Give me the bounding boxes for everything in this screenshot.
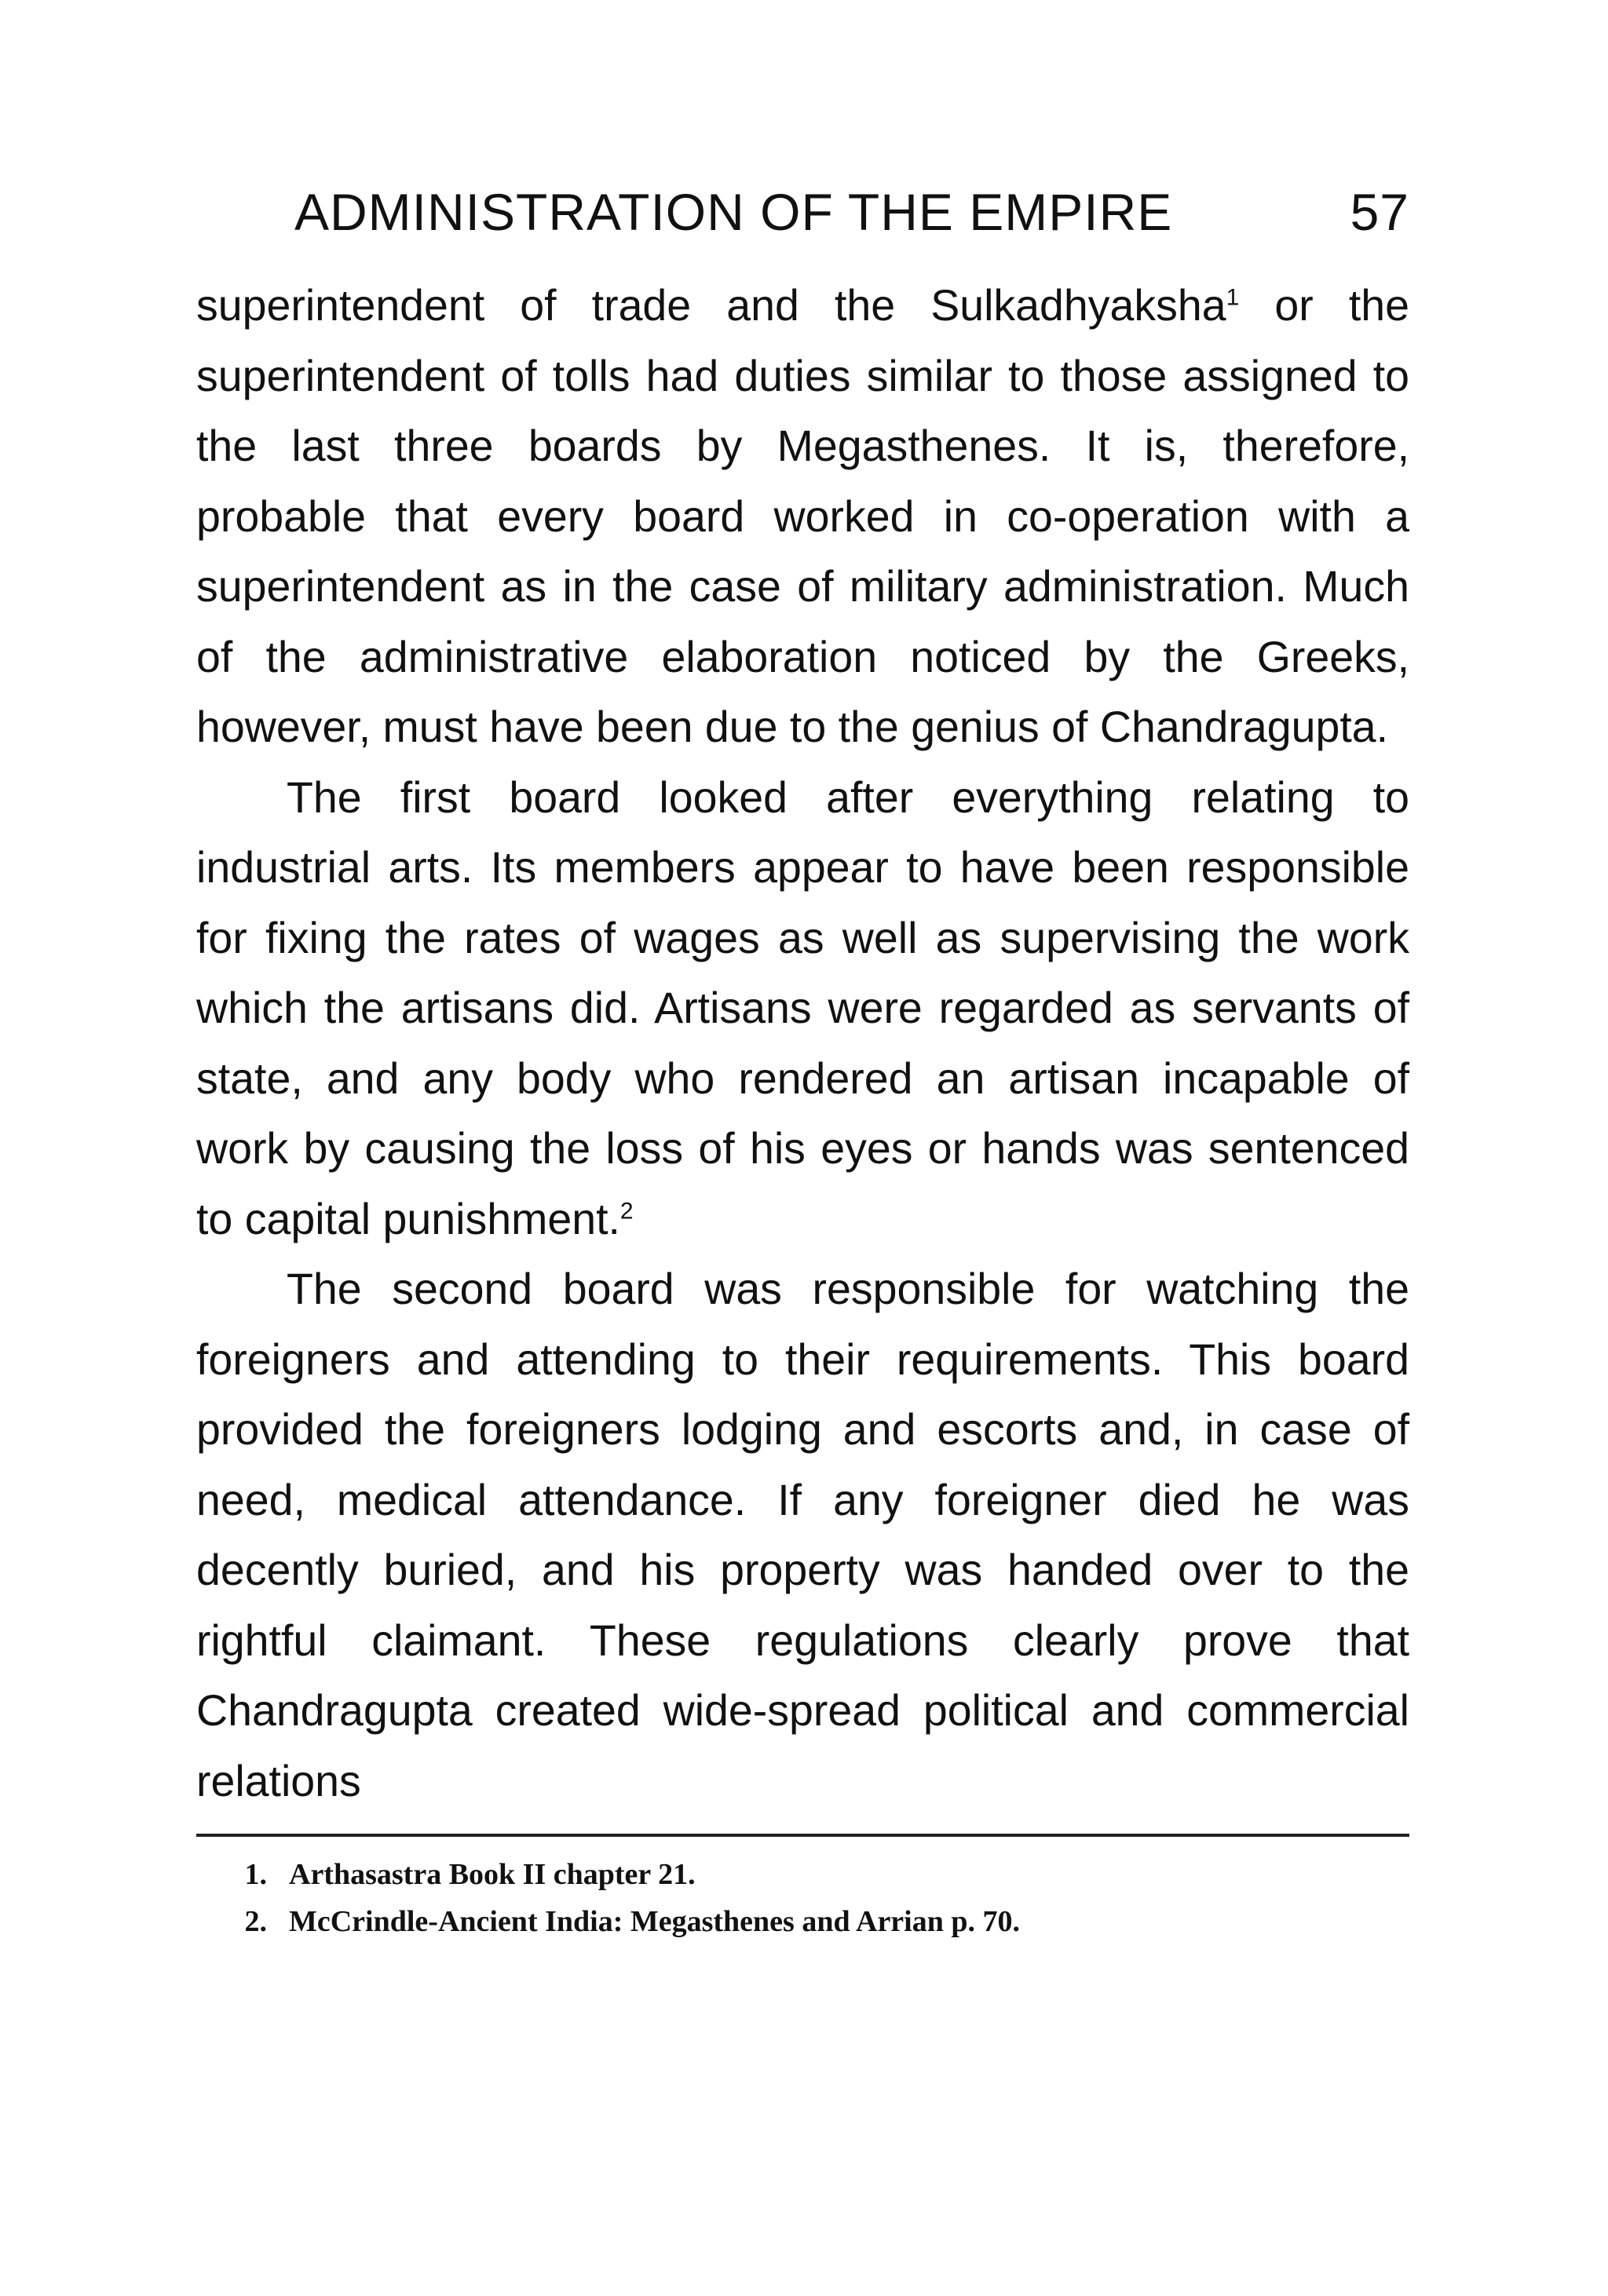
page-number: 57 — [1350, 183, 1409, 241]
book-page — [196, 169, 1409, 1945]
running-head — [196, 169, 1409, 255]
paragraph-3 — [196, 1254, 1409, 1816]
footnote-number: 1. — [244, 1858, 267, 1891]
chapter-title: ADMINISTRATION OF THE EMPIRE — [294, 183, 1173, 241]
paragraph-3-text: The second board was responsible for watching the foreigners and attending to their requirements. This board provided the foreigners lodging and escorts and, in case of need, medical attendance. If any foreigner died he was decently buried, and his property was handed over to the rightful claimant. These regulations clearly prove that Chandragupta created wide-spread political and commercial relations — [196, 1265, 1409, 1805]
footnote-text: Arthasastra Book II chapter 21. — [289, 1858, 696, 1891]
footnote-text: McCrindle-Ancient India: Megasthenes and Arrian p. 70. — [289, 1905, 1020, 1938]
footnote-ref-2[interactable]: 2 — [619, 1198, 634, 1224]
footnote-ref-1[interactable]: 1 — [1226, 284, 1240, 311]
paragraph-1-text-b: or the superintendent of tolls had duties similar to those assigned to the last three boards by Megasthenes. It is, therefore, probable that every board worked in co-operation with a superintendent as in the case of military administration. Much of the administrative elaboration noticed by the Greeks, however, must have been due to the genius of Chandragupta. — [196, 281, 1409, 751]
footnote-2 — [196, 1898, 1409, 1945]
footnote-rule — [196, 1834, 1409, 1837]
paragraph-1-text-a: superintendent of trade and the Sulkadhyaksha — [196, 281, 1226, 330]
footnote-1 — [196, 1851, 1409, 1898]
paragraph-2 — [196, 763, 1409, 1255]
paragraph-2-text: The first board looked after everything relating to industrial arts. Its members appear to have been responsible for fixing the rates of wages as well as supervising the work which the artisans did. Artisans were regarded as servants of state, and any body who rendered an artisan incapable of work by causing the loss of his eyes or hands was sentenced to capital punishment. — [196, 772, 1409, 1243]
body-text — [196, 271, 1409, 1816]
footnote-number: 2. — [244, 1905, 267, 1938]
paragraph-1 — [196, 271, 1409, 763]
footnotes — [196, 1851, 1409, 1945]
